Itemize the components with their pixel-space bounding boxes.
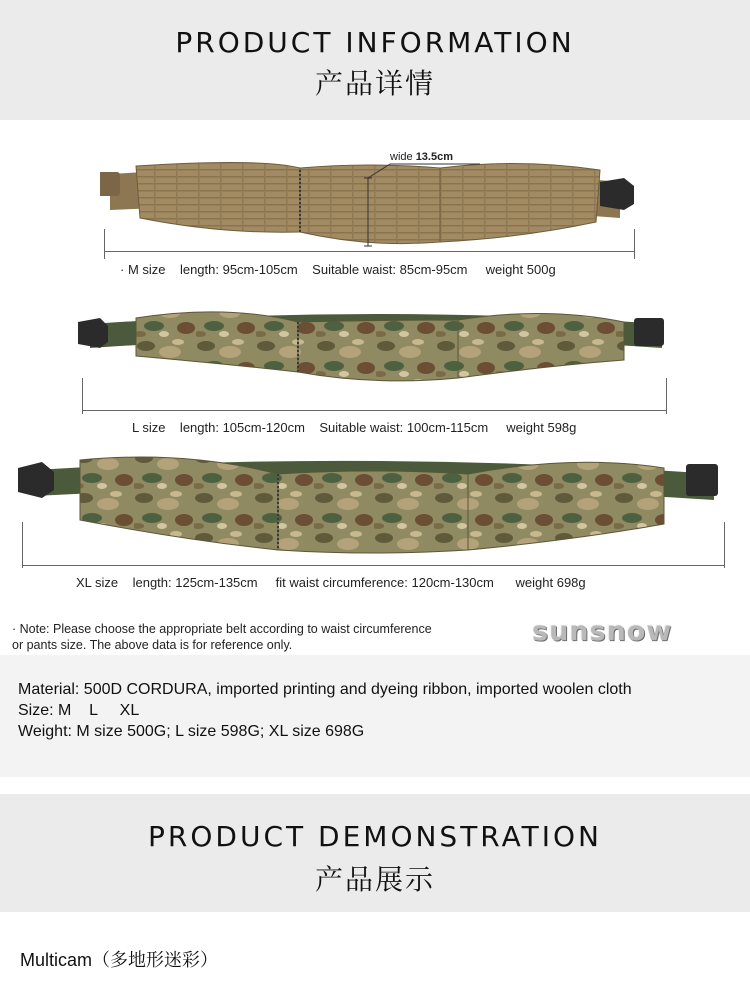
page-title: PRODUCT INFORMATION <box>175 26 575 59</box>
width-label-prefix: wide <box>390 151 416 163</box>
l-dimension-line <box>82 410 666 411</box>
width-label-value: 13.5cm <box>415 151 453 163</box>
belt-l-image <box>76 298 676 408</box>
belt-m-image <box>100 148 640 258</box>
belt-xl-image <box>14 450 734 560</box>
xl-size-spec: XL size length: 125cm-135cm fit waist circumference: 120cm-130cm weight 698g <box>76 575 586 590</box>
xl-dimension-right-tick <box>724 522 725 568</box>
l-dimension-left-tick <box>82 378 83 414</box>
size-text: Size: M L XL <box>18 702 140 719</box>
brand-logo: sunsnow <box>532 616 673 647</box>
xl-dimension-line <box>22 565 724 566</box>
spec-info-box <box>0 655 750 777</box>
weight-text: Weight: M size 500G; L size 598G; XL size 698G <box>18 723 365 740</box>
demo-subtitle: 产品展示 <box>314 863 435 896</box>
belt-width-label <box>390 151 453 163</box>
m-dimension-left-tick <box>104 229 105 259</box>
note-line-1: · Note: Please choose the appropriate belt according to waist circumference <box>12 622 432 636</box>
page-subtitle: 产品详情 <box>314 67 435 100</box>
m-dimension-right-tick <box>634 229 635 259</box>
header-band <box>0 0 750 120</box>
note-line-2: or pants size. The above data is for reference only. <box>12 638 293 652</box>
l-dimension-right-tick <box>666 378 667 414</box>
l-size-spec: L size length: 105cm-120cm Suitable waist: 100cm-115cm weight 598g <box>132 420 577 435</box>
demo-title: PRODUCT DEMONSTRATION <box>148 820 602 853</box>
variant-label: Multicam（多地形迷彩） <box>20 950 219 970</box>
reference-note <box>12 621 432 653</box>
xl-dimension-left-tick <box>22 522 23 568</box>
material-text: Material: 500D CORDURA, imported printing and dyeing ribbon, imported woolen cloth <box>18 681 632 698</box>
m-dimension-line <box>104 251 634 252</box>
m-size-spec: · M size length: 95cm-105cm Suitable waist: 85cm-95cm weight 500g <box>120 262 556 277</box>
demo-band <box>0 794 750 912</box>
